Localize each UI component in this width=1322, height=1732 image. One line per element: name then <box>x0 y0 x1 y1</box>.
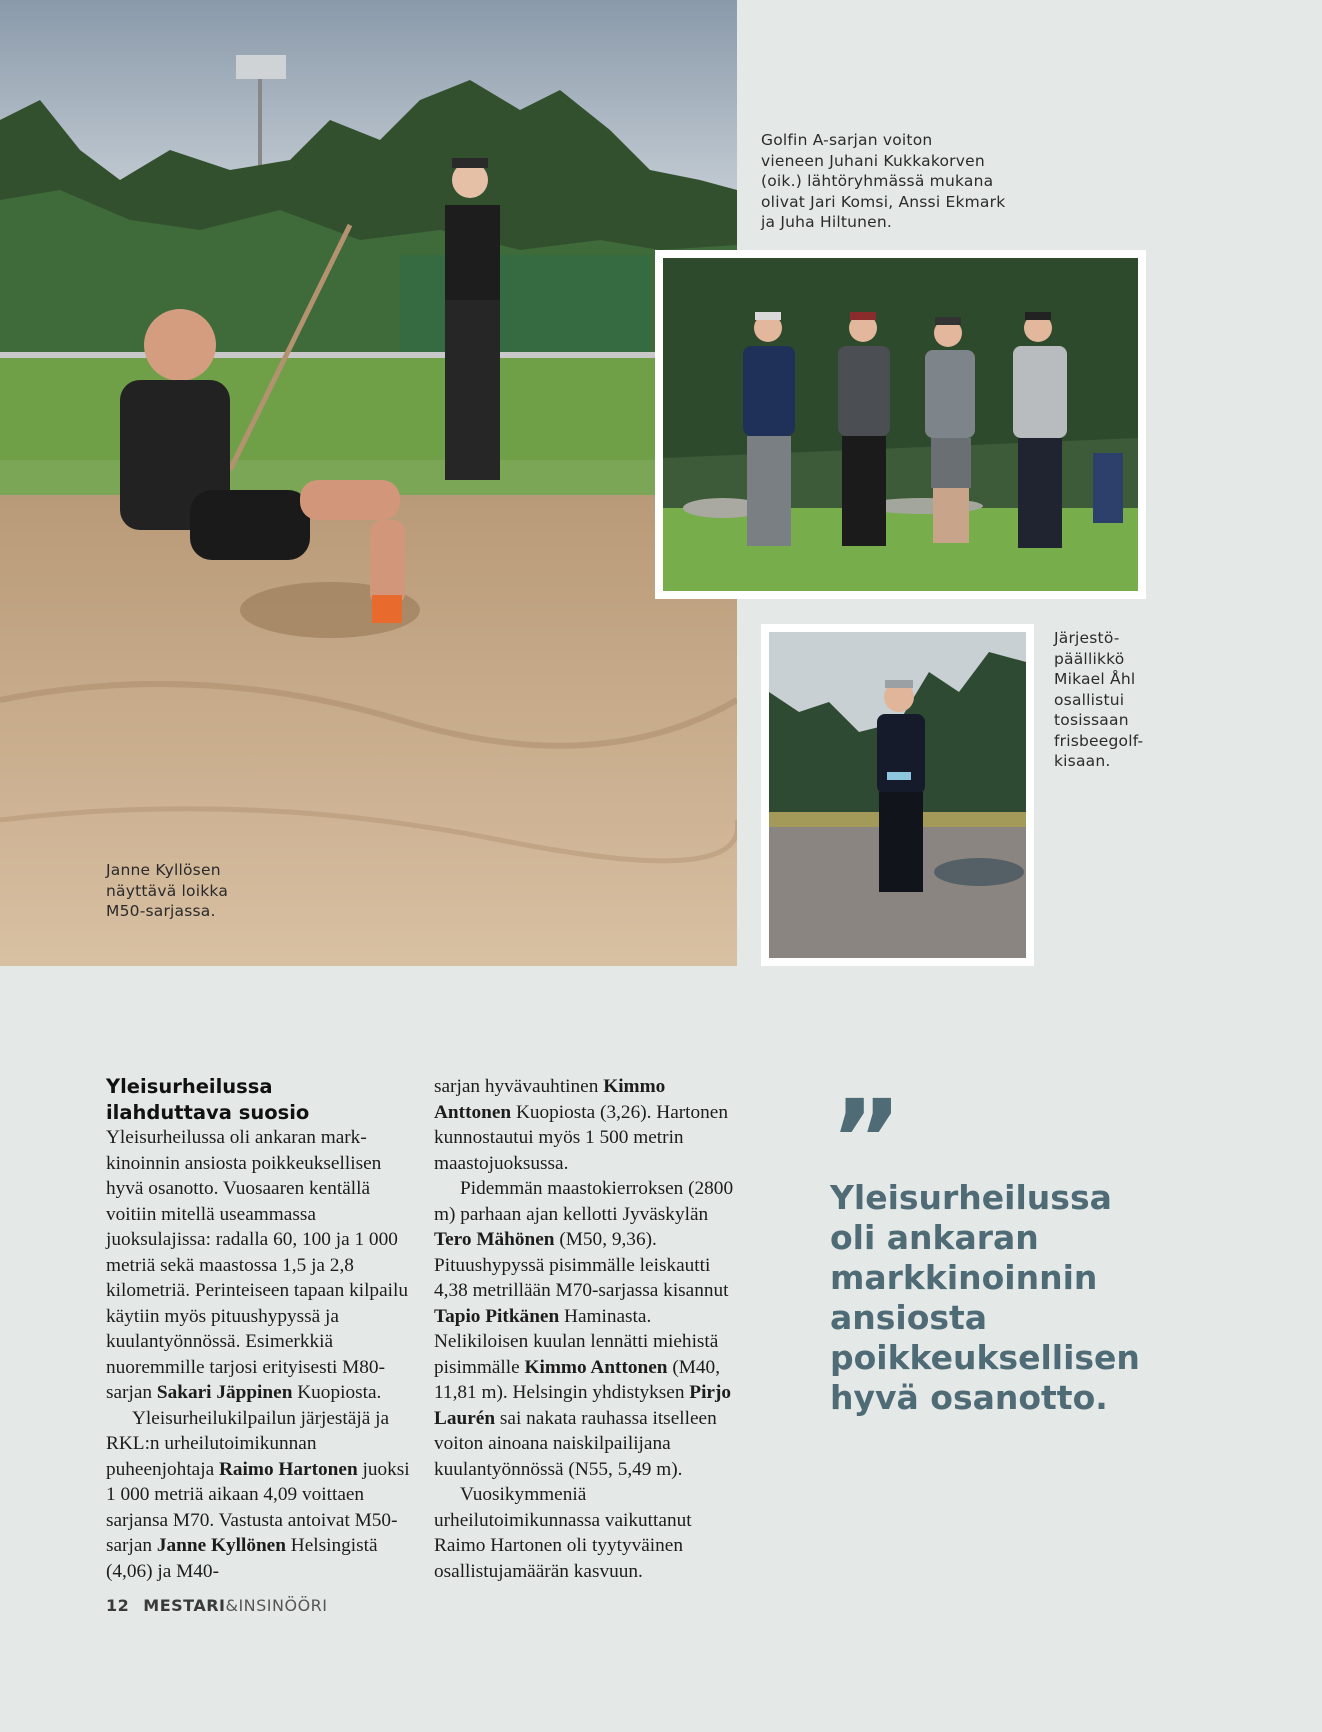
person-name: Sakari Jäppinen <box>156 1382 293 1403</box>
article-subheading: Yleisurheilussa ilahduttava suosio <box>106 1075 310 1124</box>
frisbee-photo-caption: Järjestö- päällikkö Mikael Åhl osallistui tosissaan frisbeegolf- kisaan. <box>1054 629 1144 770</box>
article-paragraph: Yleisurheilukilpailun järjestäjä ja RKL:n urheilutoimikunnan puheenjohtaja Raimo Hartonen juoksi 1 000 metriä aikaan 4,09 voittaen sarjansa M70. Vastusta antoivat M50-sarjan Janne Kyllönen Helsingistä (4,06) ja M40- <box>106 1407 410 1582</box>
magazine-brand-bold: MESTARI <box>143 1596 226 1615</box>
person-name: Kimmo Anttonen <box>434 1076 666 1123</box>
article-paragraph: Yleisurheilussa oli ankaran markkinoinnin ansiosta poikkeuksellisen hyvä osanotto. Vuosaaren kentällä voitiin mitellä useammassa juoksulajissa: radalla 60, 100 ja 1 000 metriä sekä maastossa 1,5 ja 2,8 kilometriä. Perinteiseen tapaan kilpailu käytiin myös pituushypyssä ja kuulantyönnössä. Esimerkkiä nuoremmille tarjosi erityisesti M80-sarjan Sakari Jäppinen Kuopiosta. <box>106 1127 408 1403</box>
golf-group-photo <box>655 250 1146 599</box>
page-footer <box>106 1596 328 1615</box>
person-name: Kimmo Anttonen <box>524 1356 668 1378</box>
pull-quote: Yleisurheilussa oli ankaran markkinoinnin ansiosta poikkeuksellisen hyvä osanotto. <box>830 1178 1140 1417</box>
long-jump-photo <box>0 0 737 966</box>
article-paragraph: Pidemmän maastokierroksen (2800 m) parhaan ajan kellotti Jyväskylän Tero Mähönen (M50, 9,36). Pituushypyssä pisimmälle leiskautti 4,38 metrillään M70-sarjassa kisannut Tapio Pitkänen Haminasta. Nelikiloisen kuulan lennätti miehistä pisimmälle Kimmo Anttonen (M40, 11,81 m). Helsingin yhdistyksen Pirjo Laurén sai nakata rauhassa itselleen voiton ainoana naiskilpailijana kuulantyönnössä (N55, 5,49 m). <box>434 1178 734 1480</box>
quote-mark-icon: ” <box>830 1076 903 1204</box>
person-name: Raimo Hartonen <box>218 1458 358 1480</box>
person-name: Tapio Pitkänen <box>434 1305 560 1327</box>
article-column-2 <box>434 1074 739 1584</box>
article-paragraph: Vuosikymmeniä urheilutoimikunnassa vaikuttanut Raimo Hartonen oli tyytyväinen osallistujamäärän kasvuun. <box>434 1484 692 1582</box>
article-paragraph: sarjan hyvävauhtinen Kimmo Anttonen Kuopiosta (3,26). Hartonen kunnostautui myös 1 500 metrin maastojuoksussa. <box>434 1076 729 1174</box>
golf-photo-caption: Golfin A-sarjan voiton vieneen Juhani Kukkakorven (oik.) lähtöryhmässä mukana olivat Jari Komsi, Anssi Ekmark ja Juha Hiltunen. <box>761 131 1006 231</box>
person-name: Janne Kyllönen <box>156 1535 286 1556</box>
frisbee-golf-photo <box>761 624 1034 966</box>
magazine-brand-light: &INSINÖÖRI <box>225 1596 328 1615</box>
person-name: Tero Mähönen <box>434 1229 555 1250</box>
person-name: Pirjo Laurén <box>434 1382 732 1429</box>
page-number: 12 <box>106 1596 130 1615</box>
article-column-1 <box>106 1074 411 1584</box>
long-jump-photo-caption: Janne Kyllösen näyttävä loikka M50-sarjassa. <box>106 861 229 920</box>
